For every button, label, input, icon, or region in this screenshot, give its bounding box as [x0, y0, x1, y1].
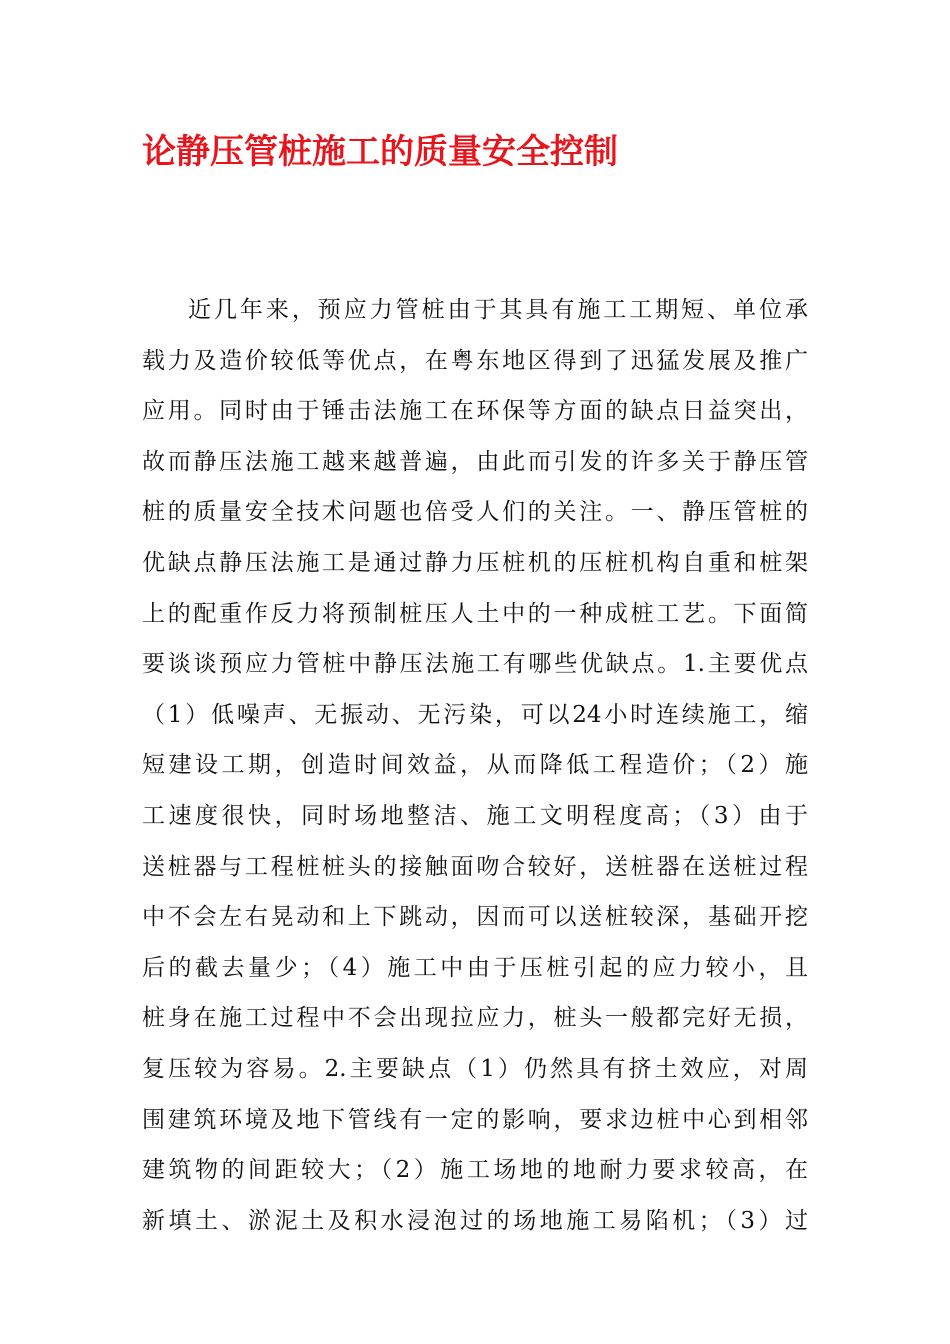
- body-line: 工速度很快，同时场地整洁、施工文明程度高；（3）由于: [142, 802, 808, 829]
- body-line: 载力及造价较低等优点，在粤东地区得到了迅猛发展及推广: [142, 347, 808, 374]
- body-line: 优缺点静压法施工是通过静力压桩机的压桩机构自重和桩架: [142, 549, 808, 576]
- body-line: 应用。同时由于锤击法施工在环保等方面的缺点日益突出，: [142, 398, 808, 425]
- document-title: 论静压管桩施工的质量安全控制: [142, 132, 618, 172]
- body-line: 短建设工期，创造时间效益，从而降低工程造价；（2）施: [142, 752, 808, 779]
- body-line: 新填土、淤泥土及积水浸泡过的场地施工易陷机；（3）过: [142, 1207, 808, 1234]
- body-line: 送桩器与工程桩桩头的接触面吻合较好，送桩器在送桩过程: [142, 853, 808, 880]
- body-line: 要谈谈预应力管桩中静压法施工有哪些优缺点。1.主要优点: [142, 651, 808, 678]
- document-body: [142, 285, 808, 1246]
- body-line: 复压较为容易。2.主要缺点（1）仍然具有挤土效应，对周: [142, 1055, 808, 1082]
- body-line: 后的截去量少；（4）施工中由于压桩引起的应力较小，且: [142, 954, 808, 981]
- body-line: （1）低噪声、无振动、无污染，可以24小时连续施工，缩: [142, 701, 808, 728]
- body-line: 上的配重作反力将预制桩压人土中的一种成桩工艺。下面简: [142, 600, 808, 627]
- body-line: 故而静压法施工越来越普遍，由此而引发的许多关于静压管: [142, 448, 808, 475]
- body-line: 围建筑环境及地下管线有一定的影响，要求边桩中心到相邻: [142, 1106, 808, 1133]
- body-line: 中不会左右晃动和上下跳动，因而可以送桩较深，基础开挖: [142, 904, 808, 931]
- body-line: 桩的质量安全技术问题也倍受人们的关注。一、静压管桩的: [142, 499, 808, 526]
- body-line: 桩身在施工过程中不会出现拉应力，桩头一般都完好无损，: [142, 1005, 808, 1032]
- body-line: 近几年来，预应力管桩由于其具有施工工期短、单位承: [188, 297, 808, 323]
- body-line: 建筑物的间距较大；（2）施工场地的地耐力要求较高，在: [142, 1157, 808, 1184]
